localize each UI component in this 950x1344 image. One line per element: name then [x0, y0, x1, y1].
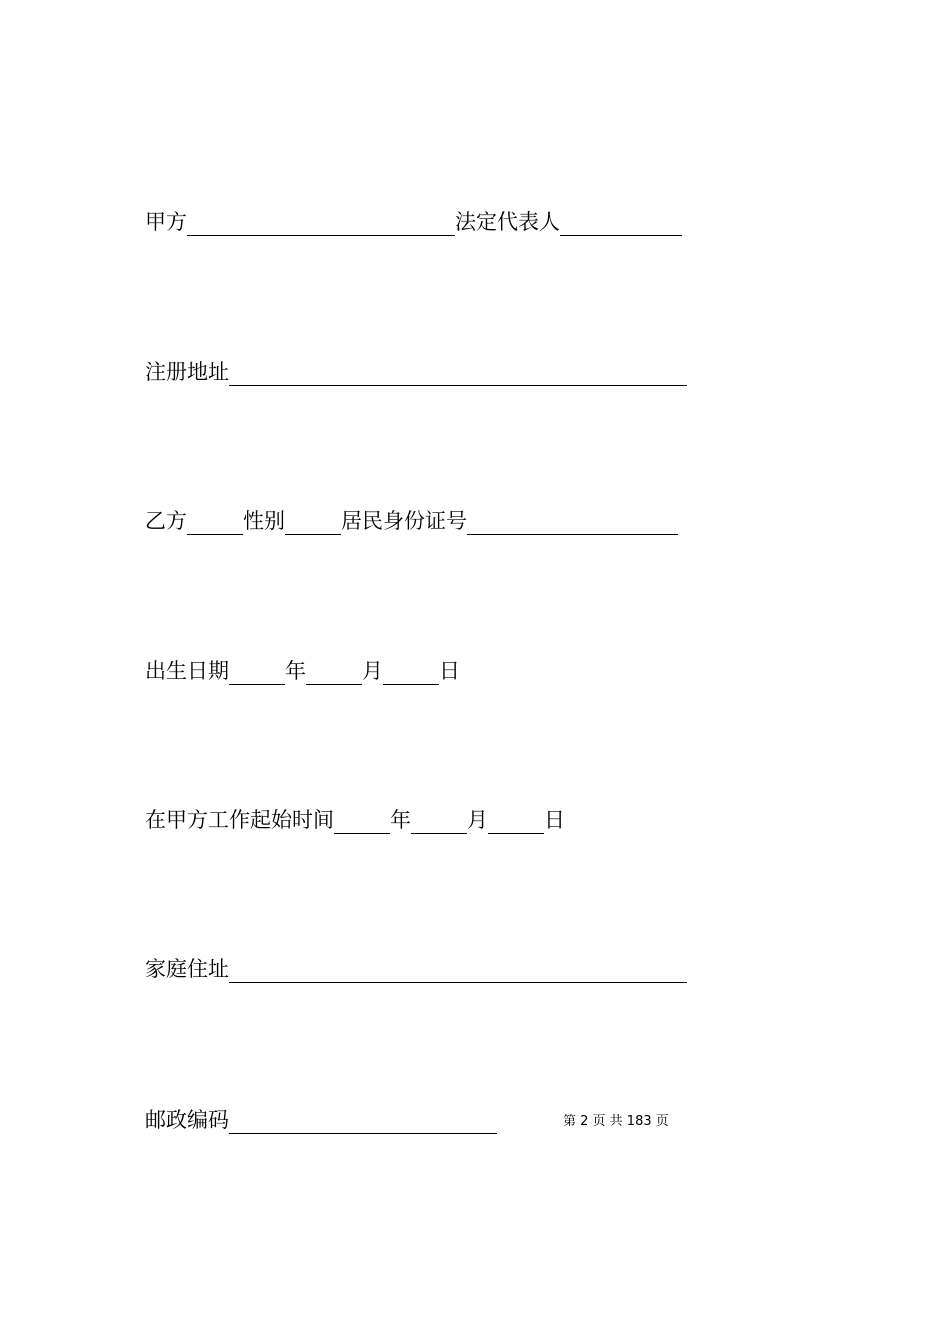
- start-month-blank[interactable]: [411, 809, 467, 834]
- party-b-row: [145, 505, 678, 535]
- home-address-blank[interactable]: [229, 958, 687, 983]
- reg-address-row: [145, 356, 687, 386]
- party-b-label: 乙方: [145, 509, 187, 533]
- birth-year-blank[interactable]: [229, 660, 285, 685]
- legal-rep-label: 法定代表人: [455, 210, 560, 234]
- birth-day-blank[interactable]: [383, 660, 439, 685]
- gender-label: 性别: [243, 509, 285, 533]
- birth-year-label: 年: [285, 659, 306, 683]
- party-a-label: 甲方: [145, 210, 187, 234]
- party-b-blank[interactable]: [187, 510, 243, 535]
- start-year-blank[interactable]: [334, 809, 390, 834]
- start-month-label: 月: [467, 808, 488, 832]
- birth-date-row: [145, 655, 460, 685]
- id-number-label: 居民身份证号: [341, 509, 467, 533]
- home-address-row: [145, 953, 687, 983]
- postal-code-label: 邮政编码: [145, 1108, 229, 1132]
- postal-code-row: [145, 1104, 497, 1134]
- party-a-row: [145, 206, 682, 236]
- start-time-row: [145, 804, 565, 834]
- legal-rep-blank[interactable]: [560, 211, 682, 236]
- birth-date-label: 出生日期: [145, 659, 229, 683]
- start-time-label: 在甲方工作起始时间: [145, 808, 334, 832]
- page-number: 第 2 页 共 183 页: [563, 1114, 669, 1129]
- id-number-blank[interactable]: [467, 510, 678, 535]
- gender-blank[interactable]: [285, 510, 341, 535]
- birth-month-blank[interactable]: [306, 660, 362, 685]
- reg-address-label: 注册地址: [145, 360, 229, 384]
- home-address-label: 家庭住址: [145, 957, 229, 981]
- birth-day-label: 日: [439, 659, 460, 683]
- reg-address-blank[interactable]: [229, 361, 687, 386]
- start-day-label: 日: [544, 808, 565, 832]
- start-year-label: 年: [390, 808, 411, 832]
- party-a-blank[interactable]: [187, 211, 455, 236]
- postal-code-blank[interactable]: [229, 1109, 497, 1134]
- birth-month-label: 月: [362, 659, 383, 683]
- start-day-blank[interactable]: [488, 809, 544, 834]
